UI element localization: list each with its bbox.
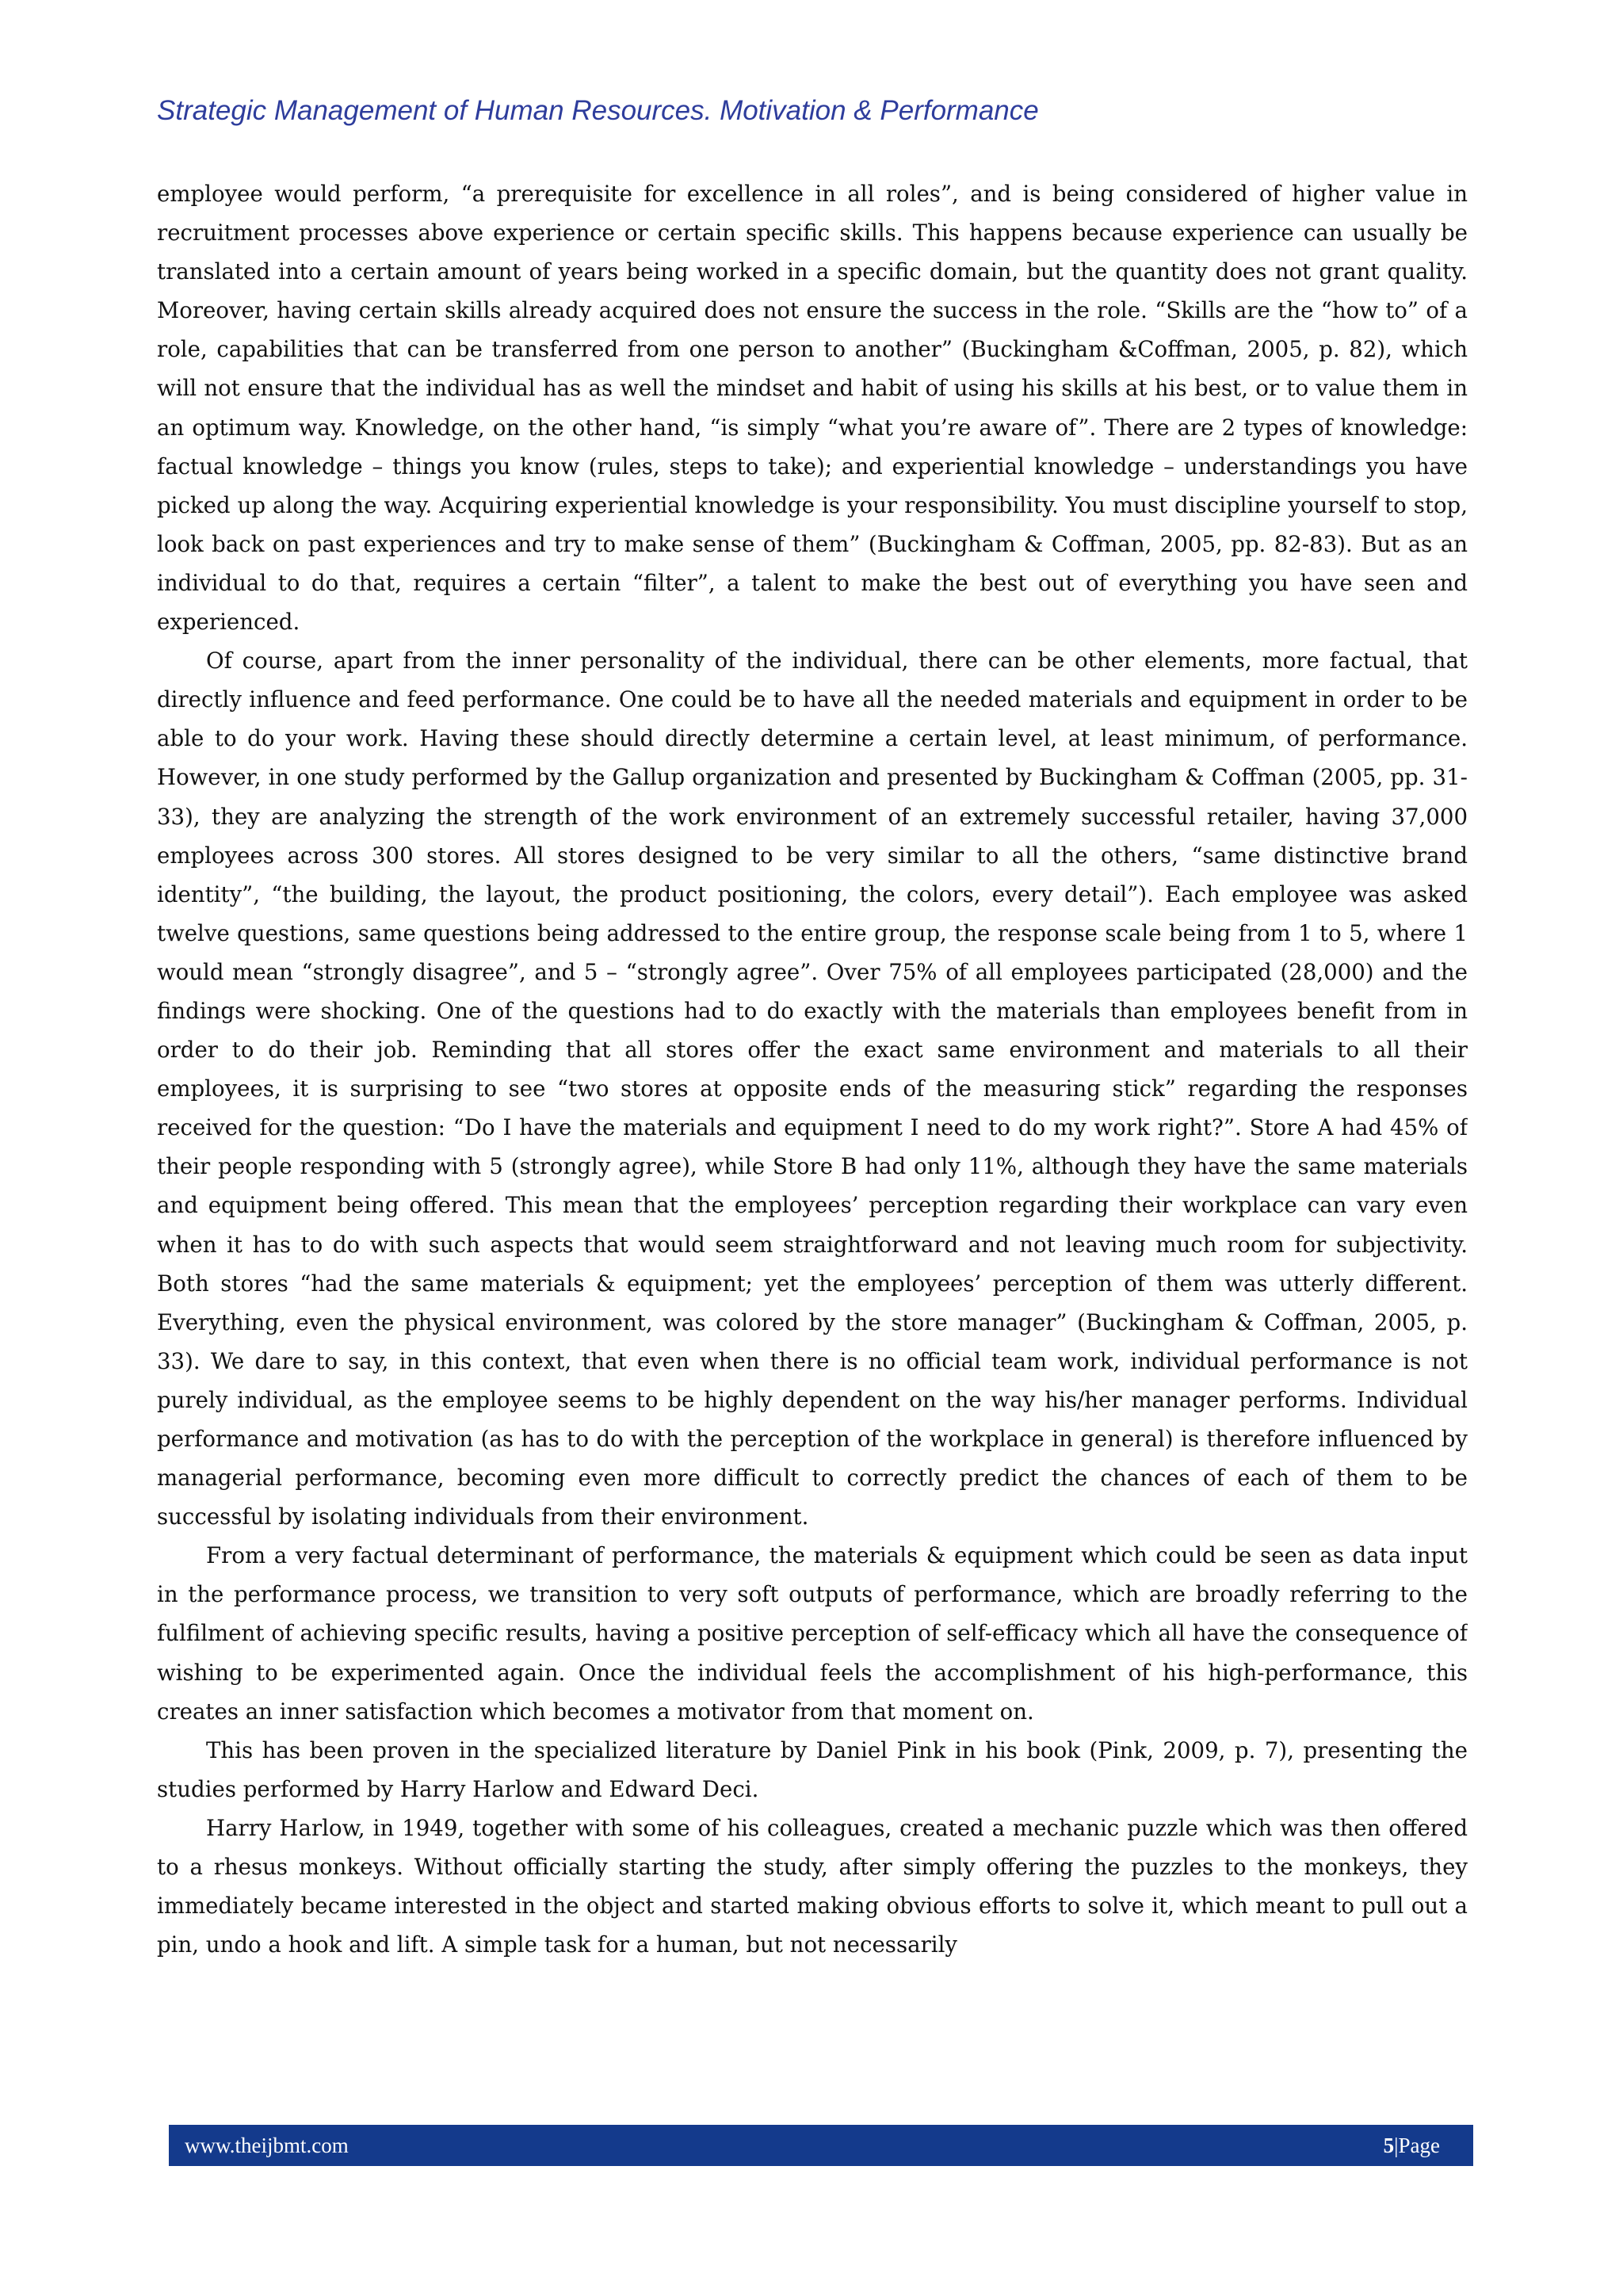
- footer-bar: [169, 2125, 1473, 2166]
- running-header: Strategic Management of Human Resources. Motivation & Performance: [157, 95, 1039, 126]
- paragraph-1: employee would perform, “a prerequisite for excellence in all roles”, and is being considered of higher value in recruitment processes above experience or certain specific skills. This happens because experience can usually be translated into a certain amount of years being worked in a specific domain, but the quantity does not grant quality. Moreover, having certain skills already acquired does not ensure the success in the role. “Skills are the “how to” of a role, capabilities that can be transferred from one person to another” (Buckingham &Coffman, 2005, p. 82), which will not ensure that the individual has as well the mindset and habit of using his skills at his best, or to value them in an optimum way. Knowledge, on the other hand, “is simply “what you’re aware of”. There are 2 types of knowledge: factual knowledge – things you know (rules, steps to take); and experiential knowledge – understandings you have picked up along the way. Acquiring experiential knowledge is your responsibility. You must discipline yourself to stop, look back on past experiences and try to make sense of them” (Buckingham & Coffman, 2005, pp. 82-83). But as an individual to do that, requires a certain “filter”, a talent to make the best out of everything you have seen and experienced.: [157, 181, 1468, 636]
- footer-page-number: [1384, 2134, 1440, 2158]
- paragraph-4: This has been proven in the specialized literature by Daniel Pink in his book (Pink, 2009, p. 7), presenting the studies performed by Harry Harlow and Edward Deci.: [157, 1736, 1468, 1802]
- paragraph-2: Of course, apart from the inner personality of the individual, there can be other elements, more factual, that directly influence and feed performance. One could be to have all the needed materials and equipment in order to be able to do your work. Having these should directly determine a certain level, at least minimum, of performance. However, in one study performed by the Gallup organization and presented by Buckingham & Coffman (2005, pp. 31-33), they are analyzing the strength of the work environment of an extremely successful retailer, having 37,000 employees across 300 stores. All stores designed to be very similar to all the others, “same distinctive brand identity”, “the building, the layout, the product positioning, the colors, every detail”). Each employee was asked twelve questions, same questions being addressed to the entire group, the response scale being from 1 to 5, where 1 would mean “strongly disagree”, and 5 – “strongly agree”. Over 75% of all employees participated (28,000) and the findings were shocking. One of the questions had to do exactly with the materials than employees benefit from in order to do their job. Reminding that all stores offer the exact same environment and materials to all their employees, it is surprising to see “two stores at opposite ends of the measuring stick” regarding the responses received for the question: “Do I have the materials and equipment I need to do my work right?”. Store A had 45% of their people responding with 5 (strongly agree), while Store B had only 11%, although they have the same materials and equipment being offered. This mean that the employees’ perception regarding their workplace can vary even when it has to do with such aspects that would seem straightforward and not leaving much room for subjectivity. Both stores “had the same materials & equipment; yet the employees’ perception of them was utterly different. Everything, even the physical environment, was colored by the store manager” (Buckingham & Coffman, 2005, p. 33). We dare to say, in this context, that even when there is no official team work, individual performance is not purely individual, as the employee seems to be highly dependent on the way his/her manager performs. Individual performance and motivation (as has to do with the perception of the workplace in general) is therefore influenced by managerial performance, becoming even more difficult to correctly predict the chances of each of them to be successful by isolating individuals from their environment.: [157, 648, 1468, 1530]
- page-suffix: |Page: [1394, 2134, 1440, 2157]
- page-number: 5: [1383, 2134, 1395, 2157]
- footer-url-link[interactable]: www.theijbmt.com: [185, 2134, 349, 2157]
- body-text: [157, 174, 1468, 2092]
- paragraph-5: Harry Harlow, in 1949, together with some of his colleagues, created a mechanic puzzle which was then offered to a rhesus monkeys. Without officially starting the study, after simply offering the puzzles to the monkeys, they immediately became interested in the object and started making obvious efforts to solve it, which meant to pull out a pin, undo a hook and lift. A simple task for a human, but not necessarily: [157, 1814, 1468, 1958]
- paragraph-3: From a very factual determinant of performance, the materials & equipment which could be seen as data input in the performance process, we transition to very soft outputs of performance, which are broadly referring to the fulfilment of achieving specific results, having a positive perception of self-efficacy which all have the consequence of wishing to be experimented again. Once the individual feels the accomplishment of his high-performance, this creates an inner satisfaction which becomes a motivator from that moment on.: [157, 1542, 1468, 1725]
